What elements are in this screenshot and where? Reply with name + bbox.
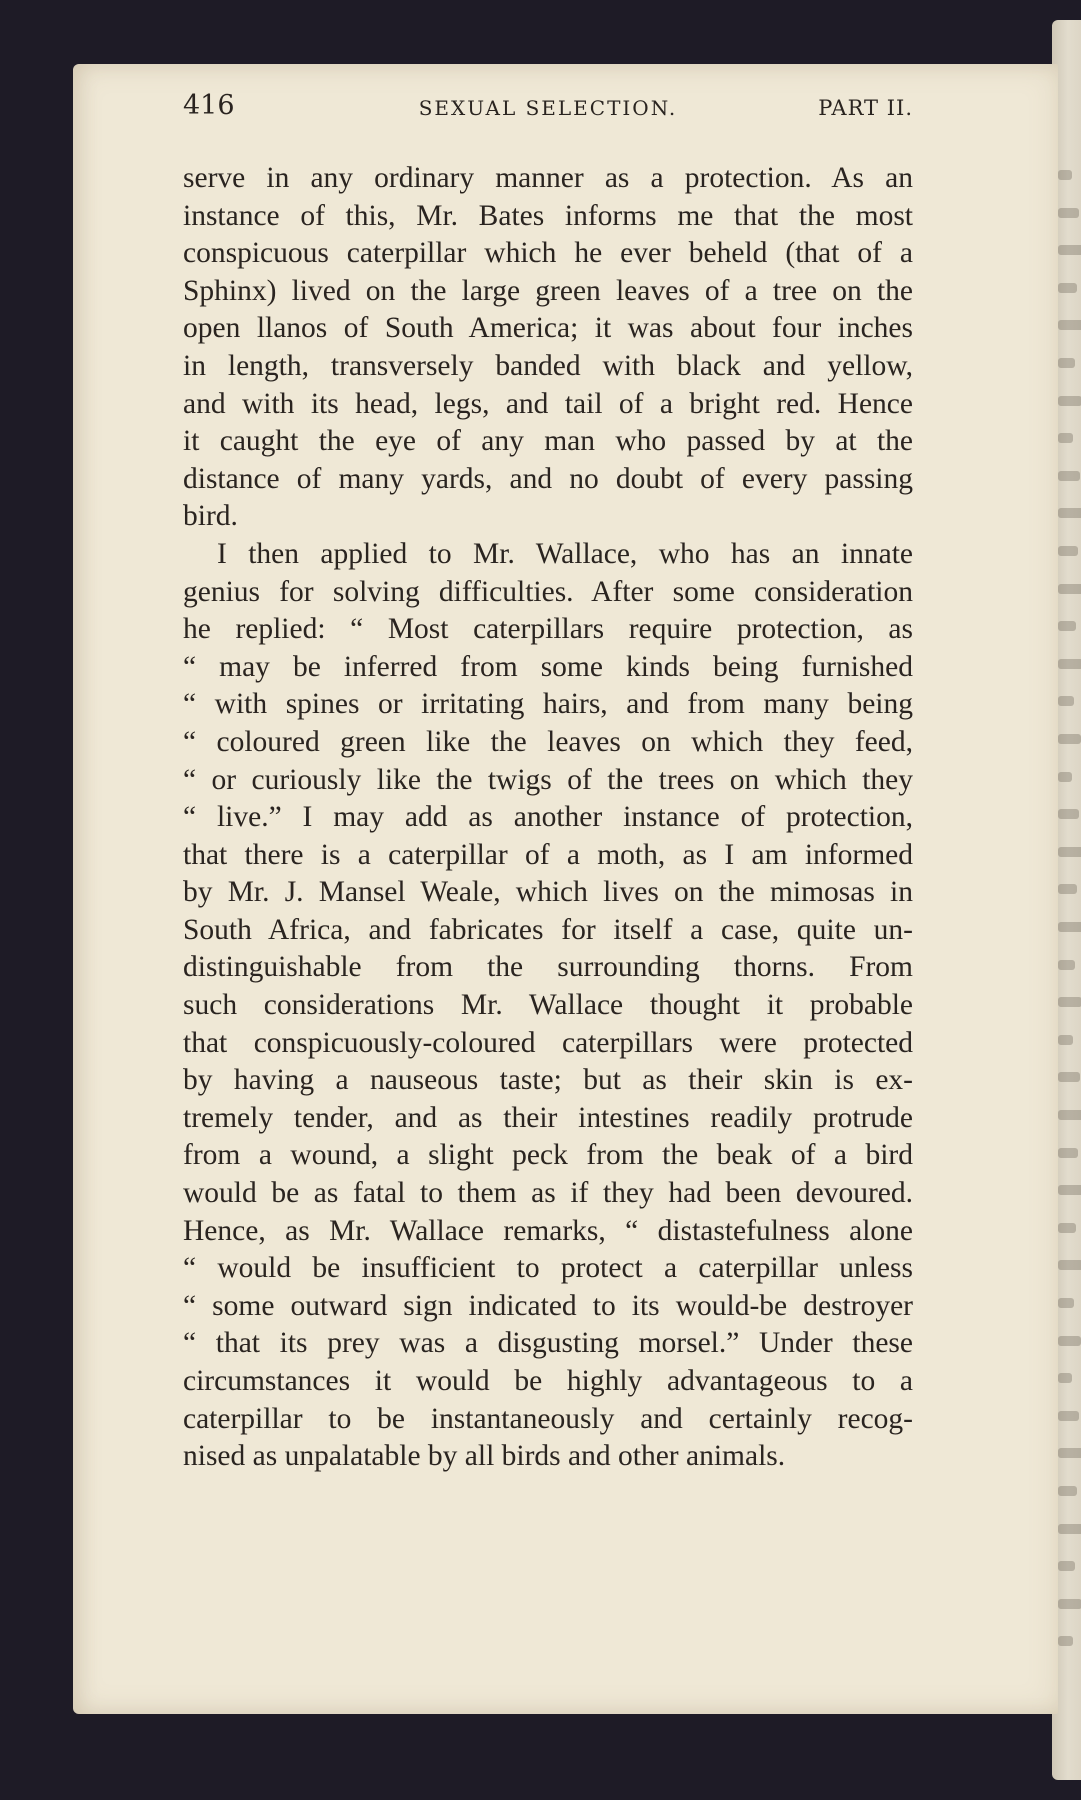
adjacent-page-text-mark bbox=[1058, 1373, 1072, 1383]
text-line: from a wound, a slight peck from the beak of a bird bbox=[183, 1139, 913, 1172]
page-header bbox=[183, 90, 913, 130]
text-line: genius for solving difficulties. After some consideration bbox=[183, 575, 913, 608]
adjacent-page-text-mark bbox=[1058, 1336, 1081, 1346]
adjacent-page-text-mark bbox=[1058, 960, 1075, 970]
text-line: distance of many yards, and no doubt of every passing bbox=[183, 462, 913, 495]
adjacent-page-text-mark bbox=[1058, 884, 1077, 894]
page-number: 416 bbox=[183, 90, 235, 121]
text-line: serve in any ordinary manner as a protection. As an bbox=[183, 162, 913, 194]
adjacent-page-text-mark bbox=[1058, 358, 1075, 368]
adjacent-page-text-mark bbox=[1058, 208, 1079, 218]
text-line: caterpillar to be instantaneously and certainly recog- bbox=[183, 1402, 913, 1435]
adjacent-page-text-mark bbox=[1058, 1298, 1074, 1308]
adjacent-page-text-mark bbox=[1058, 1148, 1078, 1158]
text-line: “ with spines or irritating hairs, and from many being bbox=[183, 688, 913, 721]
adjacent-page-text-mark bbox=[1058, 1411, 1079, 1421]
body-text bbox=[183, 160, 913, 1476]
text-line: “ live.” I may add as another instance of protection, bbox=[183, 801, 913, 834]
text-line: “ would be insufficient to protect a caterpillar unless bbox=[183, 1252, 913, 1285]
text-line: he replied: “ Most caterpillars require protection, as bbox=[183, 613, 913, 646]
adjacent-page-text-mark bbox=[1058, 170, 1072, 180]
adjacent-page-text-mark bbox=[1058, 1223, 1076, 1233]
adjacent-page-text-mark bbox=[1058, 1110, 1081, 1120]
text-line: circumstances it would be highly advantageous to a bbox=[183, 1365, 913, 1397]
text-line: I then applied to Mr. Wallace, who has an innate bbox=[217, 537, 913, 570]
adjacent-page-text-mark bbox=[1058, 320, 1081, 330]
adjacent-page-text-mark bbox=[1058, 1636, 1073, 1646]
text-line: tremely tender, and as their intestines readily protrude bbox=[183, 1101, 913, 1134]
adjacent-page-text-mark bbox=[1058, 847, 1081, 857]
text-line: that there is a caterpillar of a moth, as I am informed bbox=[183, 838, 913, 871]
text-line: that conspicuously-coloured caterpillars were protected bbox=[183, 1026, 913, 1059]
adjacent-page-text-mark bbox=[1058, 922, 1081, 932]
adjacent-page-text-mark bbox=[1058, 1486, 1077, 1496]
adjacent-page-text-mark bbox=[1058, 1561, 1075, 1571]
text-line: South Africa, and fabricates for itself a case, quite un- bbox=[183, 913, 913, 946]
adjacent-page-text-mark bbox=[1058, 508, 1081, 518]
adjacent-page-text-mark bbox=[1058, 772, 1072, 782]
adjacent-page-text-mark bbox=[1058, 245, 1081, 255]
adjacent-page-text-mark bbox=[1058, 471, 1080, 481]
text-line: “ that its prey was a disgusting morsel.” Under these bbox=[183, 1327, 913, 1360]
adjacent-page-text-mark bbox=[1058, 1599, 1081, 1609]
adjacent-page-text-mark bbox=[1058, 1448, 1081, 1458]
text-line: conspicuous caterpillar which he ever beheld (that of a bbox=[183, 237, 913, 270]
text-line: distinguishable from the surrounding thorns. From bbox=[183, 951, 913, 984]
adjacent-page-text-mark bbox=[1058, 696, 1074, 706]
adjacent-page-text-mark bbox=[1058, 997, 1081, 1007]
part-label: PART II. bbox=[818, 96, 913, 120]
adjacent-page-text-mark bbox=[1058, 1524, 1081, 1534]
adjacent-page-text-mark bbox=[1058, 396, 1081, 406]
paragraph-1 bbox=[183, 160, 913, 536]
text-line: instance of this, Mr. Bates informs me that the most bbox=[183, 199, 913, 232]
running-title: SEXUAL SELECTION. bbox=[418, 96, 678, 120]
adjacent-page-text-mark bbox=[1058, 433, 1073, 443]
adjacent-page-text-mark bbox=[1058, 1185, 1081, 1195]
text-line: “ may be inferred from some kinds being furnished bbox=[183, 650, 913, 683]
text-line: nised as unpalatable by all birds and other animals. bbox=[183, 1440, 786, 1473]
adjacent-page-text-mark bbox=[1058, 283, 1077, 293]
text-line: “ coloured green like the leaves on which they feed, bbox=[183, 725, 913, 758]
adjacent-page-text-mark bbox=[1058, 584, 1081, 594]
adjacent-page-text-mark bbox=[1058, 621, 1076, 631]
adjacent-page-text-mark bbox=[1058, 1035, 1073, 1045]
adjacent-page-text-mark bbox=[1058, 659, 1081, 669]
text-line: would be as fatal to them as if they had been devoured. bbox=[183, 1177, 913, 1210]
text-line: Hence, as Mr. Wallace remarks, “ distastefulness alone bbox=[183, 1214, 913, 1247]
adjacent-page-text-mark bbox=[1058, 546, 1078, 556]
adjacent-page-text-mark bbox=[1058, 734, 1081, 744]
adjacent-page-text-mark bbox=[1058, 1072, 1080, 1082]
text-line: “ some outward sign indicated to its would-be destroyer bbox=[183, 1289, 913, 1322]
text-line: it caught the eye of any man who passed by at the bbox=[183, 425, 913, 458]
text-line: bird. bbox=[183, 500, 238, 533]
text-line: by having a nauseous taste; but as their skin is ex- bbox=[183, 1064, 913, 1097]
paragraph-2 bbox=[183, 536, 913, 1476]
text-line: Sphinx) lived on the large green leaves of a tree on the bbox=[183, 274, 913, 307]
text-line: open llanos of South America; it was about four inches bbox=[183, 312, 913, 345]
text-line: and with its head, legs, and tail of a bright red. Hence bbox=[183, 387, 913, 420]
text-line: by Mr. J. Mansel Weale, which lives on the mimosas in bbox=[183, 876, 913, 909]
adjacent-page-text-mark bbox=[1058, 809, 1079, 819]
text-line: in length, transversely banded with black and yellow, bbox=[183, 349, 913, 382]
text-line: such considerations Mr. Wallace thought it probable bbox=[183, 989, 913, 1022]
text-line: “ or curiously like the twigs of the trees on which they bbox=[183, 763, 913, 796]
adjacent-page-text-mark bbox=[1058, 1260, 1081, 1270]
